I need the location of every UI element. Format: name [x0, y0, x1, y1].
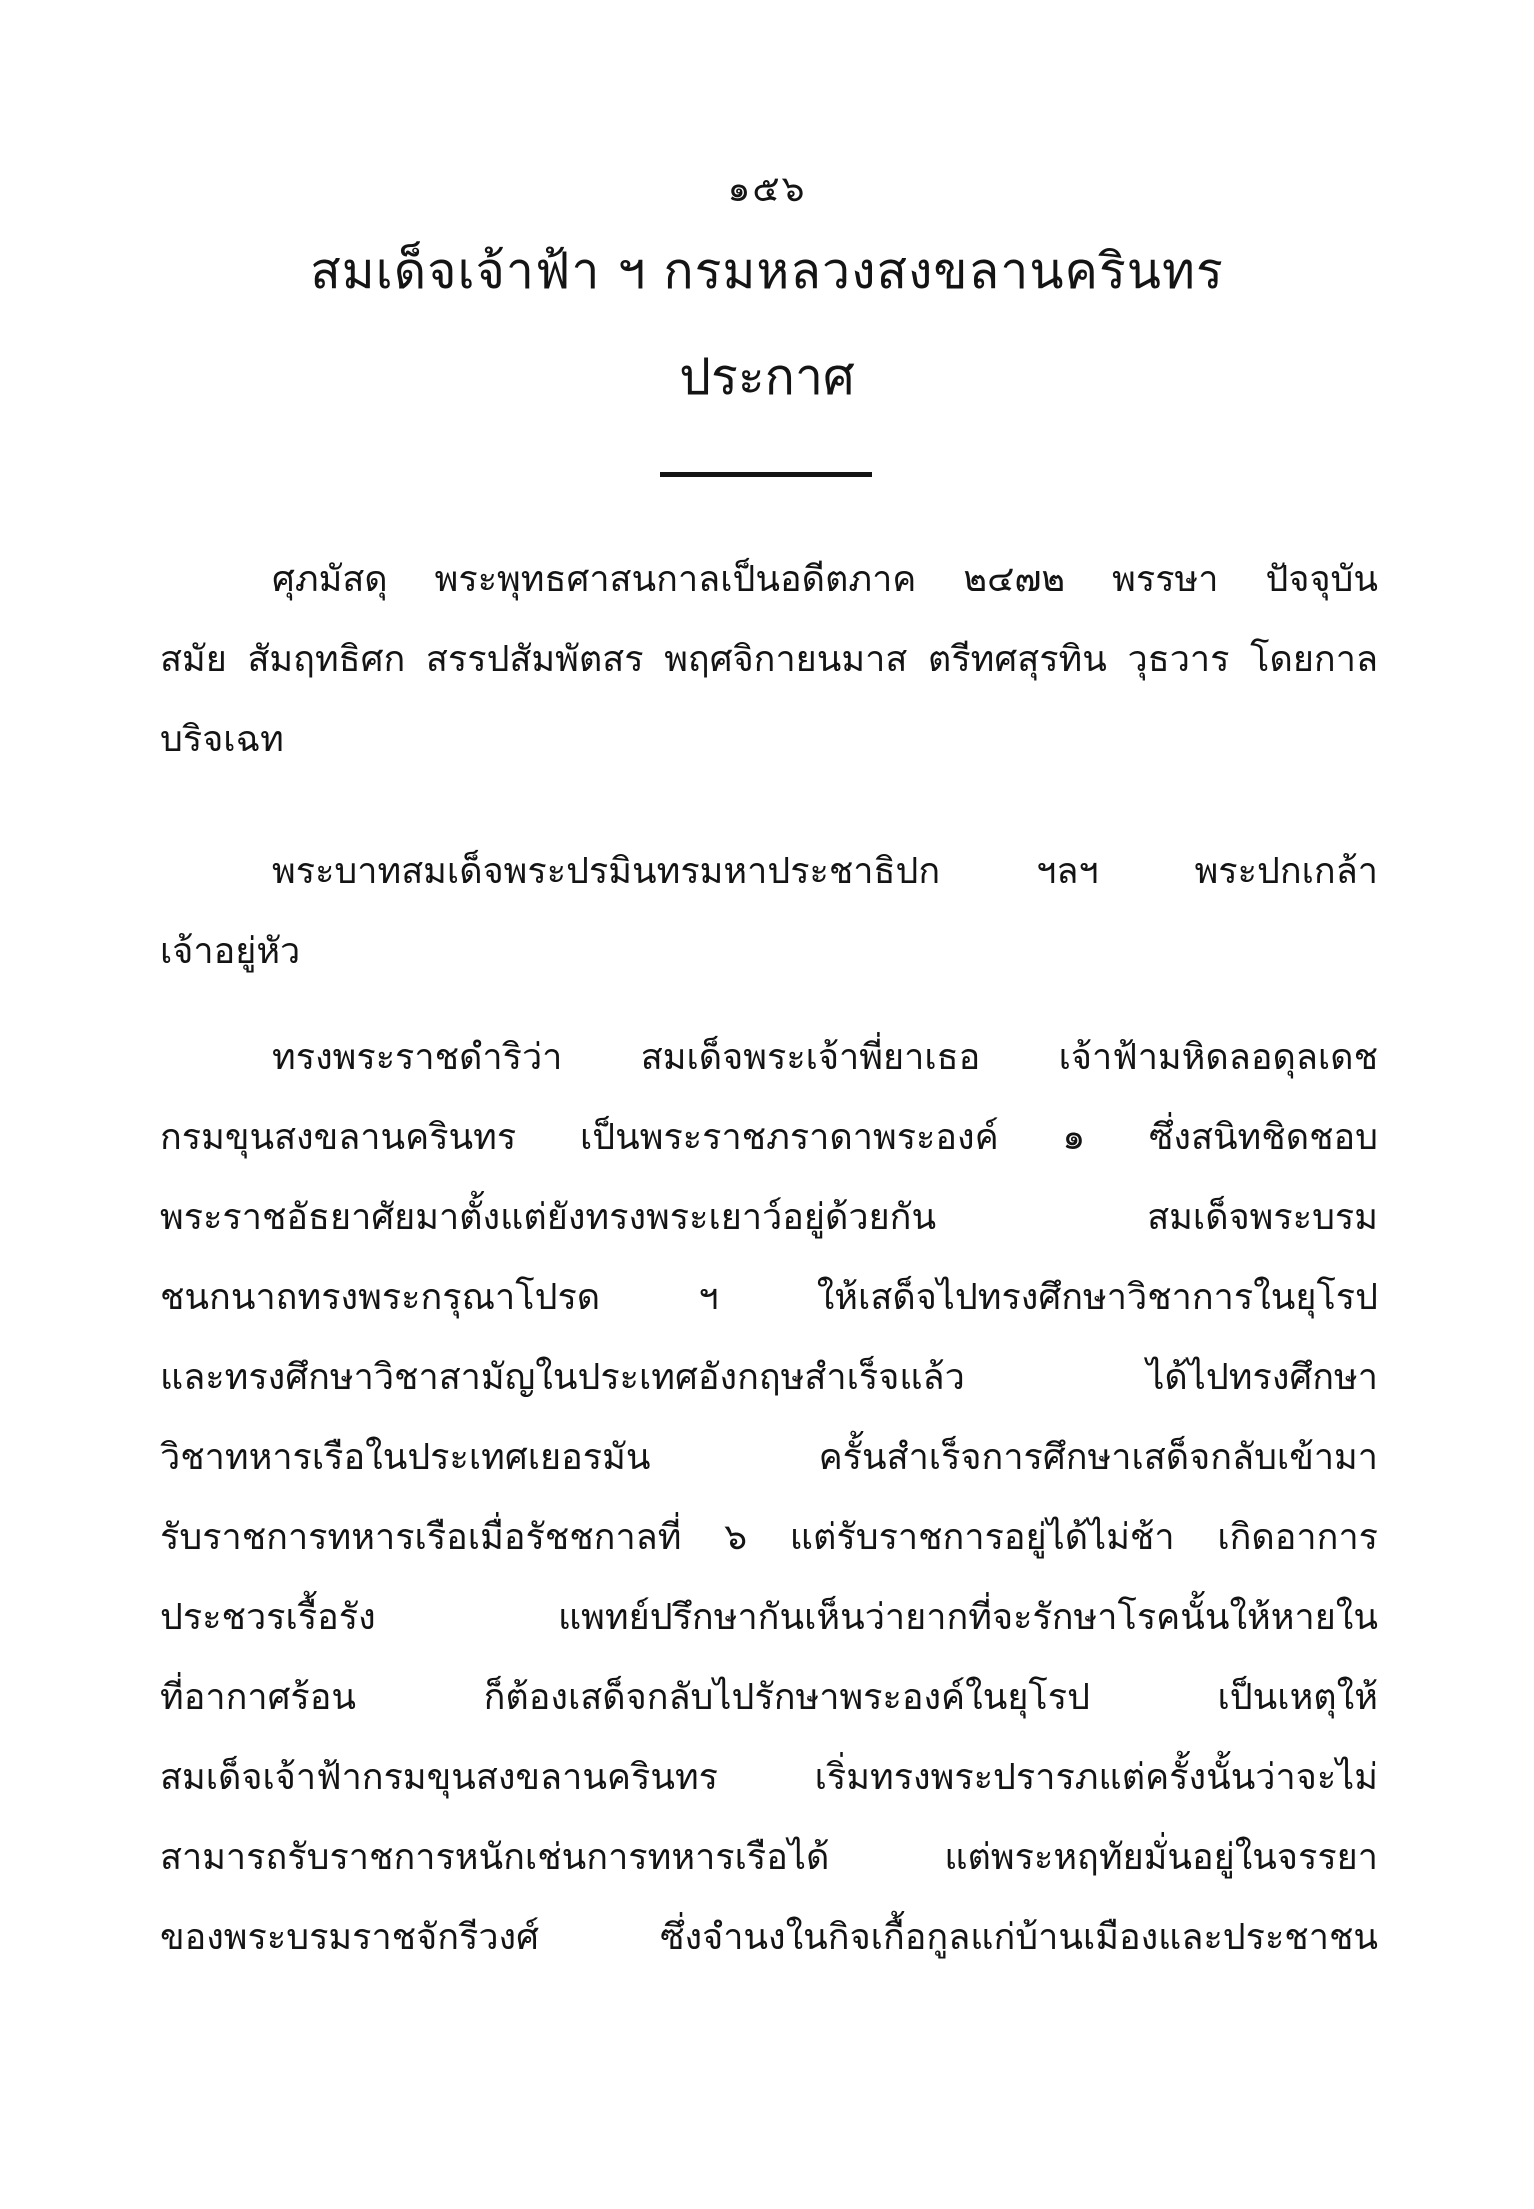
- paragraph-line: ที่อากาศร้อน ก็ต้องเสด็จกลับไปรักษาพระองค์ในยุโรป เป็นเหตุให้: [160, 1677, 1378, 1718]
- paragraph-line: พระบาทสมเด็จพระปรมินทรมหาประชาธิปก ฯลฯ พระปกเกล้า: [272, 851, 1378, 892]
- title-divider: [660, 472, 872, 477]
- document-subtitle: ประกาศ: [679, 348, 855, 406]
- paragraph-line: ชนกนาถทรงพระกรุณาโปรด ฯ ให้เสด็จไปทรงศึกษาวิชาการในยุโรป: [160, 1277, 1378, 1318]
- paragraph-line: ประชวรเรื้อรัง แพทย์ปรึกษากันเห็นว่ายากที่จะรักษาโรคนั้นให้หายใน: [160, 1597, 1378, 1638]
- paragraph-2: [160, 832, 1378, 992]
- paragraph-3: [160, 1018, 1378, 1978]
- paragraph-line: ของพระบรมราชจักรีวงศ์ ซึ่งจำนงในกิจเกื้อกูลแก่บ้านเมืองและประชาชน: [160, 1917, 1378, 1958]
- paragraph-1: [160, 540, 1378, 780]
- paragraph-line: และทรงศึกษาวิชาสามัญในประเทศอังกฤษสำเร็จแล้ว ได้ไปทรงศึกษา: [160, 1357, 1378, 1398]
- page-title: สมเด็จเจ้าฟ้า ฯ กรมหลวงสงขลานครินทร: [310, 242, 1224, 300]
- page-number: ๑๕๖: [727, 169, 807, 210]
- paragraph-line: กรมขุนสงขลานครินทร เป็นพระราชภราดาพระองค์ ๑ ซึ่งสนิทชิดชอบ: [160, 1117, 1378, 1158]
- paragraph-line: ศุภมัสดุ พระพุทธศาสนกาลเป็นอดีตภาค ๒๔๗๒ พรรษา ปัจจุบัน: [272, 559, 1378, 600]
- paragraph-line: วิชาทหารเรือในประเทศเยอรมัน ครั้นสำเร็จการศึกษาเสด็จกลับเข้ามา: [160, 1437, 1378, 1478]
- paragraph-line: พระราชอัธยาศัยมาตั้งแต่ยังทรงพระเยาว์อยู่ด้วยกัน สมเด็จพระบรม: [160, 1197, 1378, 1238]
- paragraph-line: สามารถรับราชการหนักเช่นการทหารเรือได้ แต่พระหฤทัยมั่นอยู่ในจรรยา: [160, 1837, 1378, 1878]
- paragraph-line: บริจเฉท: [160, 719, 284, 760]
- paragraph-line: สมัย สัมฤทธิศก สรรปสัมพัตสร พฤศจิกายนมาส ตรีทศสุรทิน วุธวาร โดยกาล: [160, 639, 1378, 680]
- paragraph-line: ทรงพระราชดำริว่า สมเด็จพระเจ้าพี่ยาเธอ เจ้าฟ้ามหิดลอดุลเดช: [272, 1037, 1378, 1078]
- paragraph-line: สมเด็จเจ้าฟ้ากรมขุนสงขลานครินทร เริ่มทรงพระปรารภแต่ครั้งนั้นว่าจะไม่: [160, 1757, 1378, 1798]
- paragraph-line: รับราชการทหารเรือเมื่อรัชชกาลที่ ๖ แต่รับราชการอยู่ได้ไม่ช้า เกิดอาการ: [160, 1517, 1378, 1558]
- paragraph-line: เจ้าอยู่หัว: [160, 931, 301, 972]
